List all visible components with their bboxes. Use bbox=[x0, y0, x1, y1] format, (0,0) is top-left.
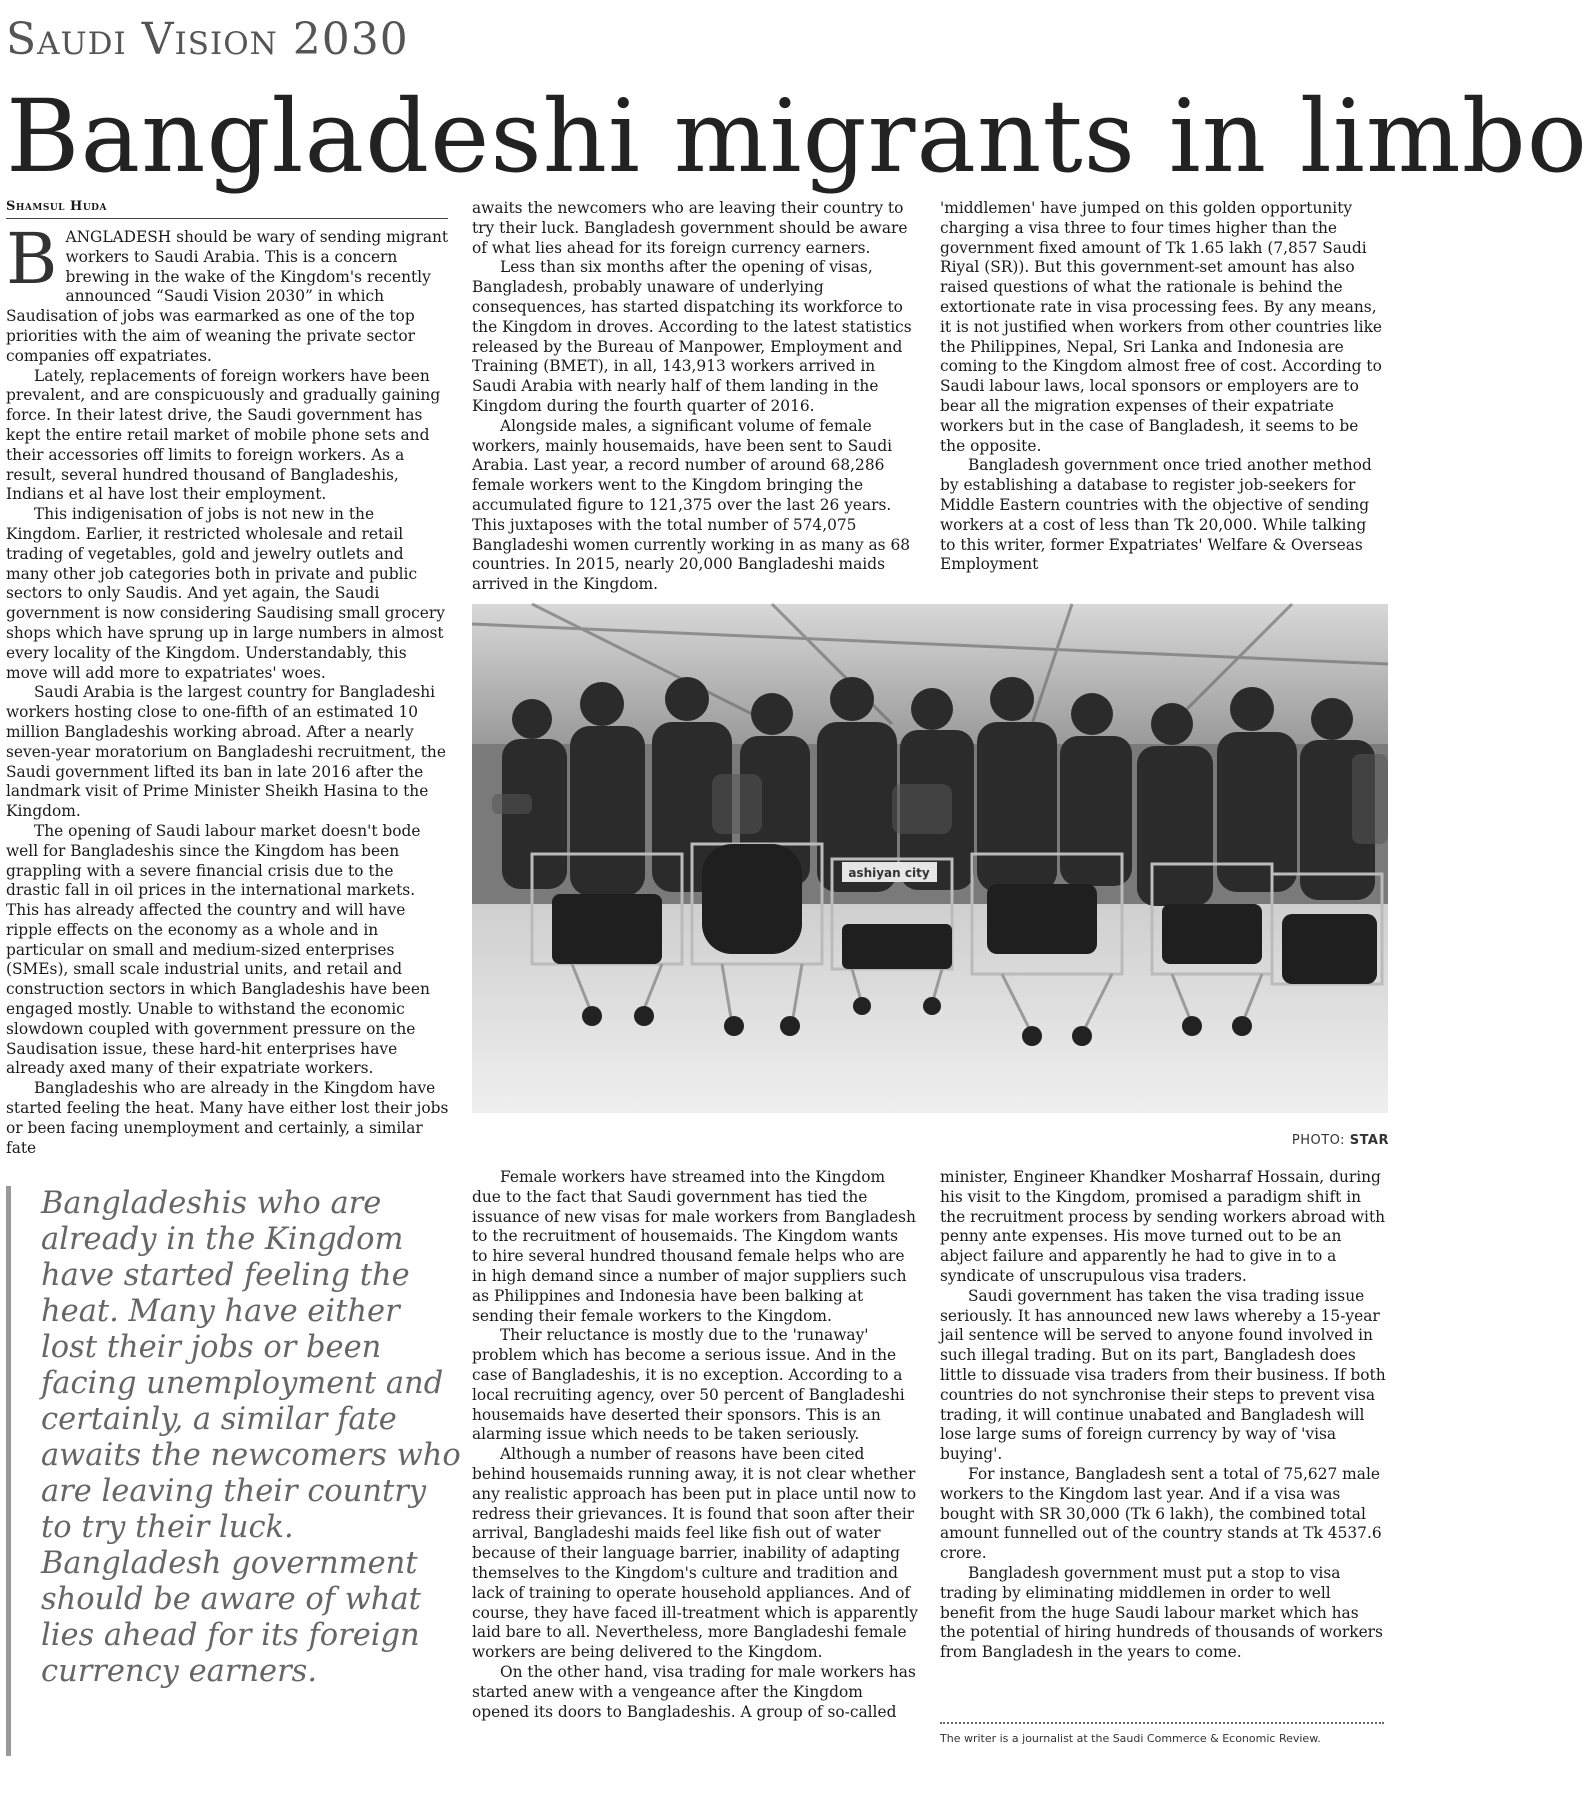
article-paragraph: Their reluctance is mostly due to the 'runaway' problem which has become a serious issue. And in the case of Bangladeshis, it is no exception. According to a local recruiting agency, over 50 percent of Bangladeshi housemaids have deserted their sponsors. This is an alarming issue which needs to be taken seriously. bbox=[472, 1326, 905, 1444]
photo-credit: PHOTO: STAR bbox=[1291, 1133, 1389, 1148]
article-paragraph: BANGLADESH should be wary of sending migrant workers to Saudi Arabia. This is a concern brewing in the wake of the Kingdom's recently announced “Saudi Vision 2030” in which Saudisation of jobs was earmarked as one of the top priorities with the aim of weaning the private sector companies off expatriates. bbox=[6, 218, 449, 365]
article-paragraph: Bangladesh government once tried another method by establishing a database to register job-seekers for Middle Eastern countries with the objective of sending workers at a cost of less than Tk 20,000. While talking to this writer, former Expatriates' Welfare & Overseas Employment bbox=[940, 456, 1372, 574]
trolley-sign-text: ashiyan city bbox=[848, 866, 930, 880]
article-paragraph: awaits the newcomers who are leaving their country to try their luck. Bangladesh government should be aware of what lies ahead for its foreign currency earners. bbox=[472, 199, 908, 257]
article-paragraph: Female workers have streamed into the Kingdom due to the fact that Saudi government has tied the issuance of new visas for male workers from Bangladesh to the recruitment of housemaids. The Kingdom wants to hire several hundred thousand female helps who are in high demand since a number of major suppliers such as Philippines and Indonesia have been balking at sending their female workers to the Kingdom. bbox=[472, 1168, 916, 1325]
article-paragraph: Less than six months after the opening of visas, Bangladesh, probably unaware of underlying consequences, has started dispatching its workforce to the Kingdom in droves. According to the latest statistics released by the Bureau of Manpower, Employment and Training (BMET), in all, 143,913 workers arrived in Saudi Arabia with nearly half of them landing in the Kingdom during the fourth quarter of 2016. bbox=[472, 258, 912, 415]
article-paragraph: Alongside males, a significant volume of female workers, mainly housemaids, have been sent to Saudi Arabia. Last year, a record number of around 68,286 female workers went to the Kingdom bringing the accumulated figure to 121,375 over the last 26 years. This juxtaposes with the total number of 574,075 Bangladeshi women currently working in as many as 68 countries. In 2015, nearly 20,000 Bangladeshi maids arrived in the Kingdom. bbox=[472, 416, 911, 594]
section-kicker: Saudi Vision 2030 bbox=[6, 14, 409, 65]
author-footnote: The writer is a journalist at the Saudi Commerce & Economic Review. bbox=[940, 1732, 1321, 1745]
article-paragraph: The opening of Saudi labour market doesn't bode well for Bangladeshis since the Kingdom has been grappling with a severe financial crisis due to the drastic fall in oil prices in the international markets. This has already affected the country and will have ripple effects on the economy as a whole and in particular on small and medium-sized enterprises (SMEs), small scale industrial units, and retail and construction sectors in which Bangladeshis have been engaged mostly. Unable to withstand the economic slowdown coupled with government pressure on the Saudisation issue, these hard-hit enterprises have already axed many of their expatriate workers. bbox=[6, 821, 430, 1078]
article-column-2-continued bbox=[472, 1168, 918, 1722]
article-paragraph: Saudi government has taken the visa trading issue seriously. It has announced new laws whereby a 15-year jail sentence will be served to anyone found involved in such illegal trading. But on its part, Bangladesh does little to dissuade visa traders from their business. If both countries do not synchronise their steps to prevent visa trading, it will continue unabated and Bangladesh will lose large sums of foreign currency by way of 'visa buying'. bbox=[940, 1286, 1386, 1464]
article-column-2 bbox=[472, 199, 918, 595]
article-paragraph: Although a number of reasons have been cited behind housemaids running away, it is not clear whether any realistic approach has been put in place until now to redress their grievances. It is found that soon after their arrival, Bangladeshi maids feel like fish out of water because of their language barrier, inability of adapting themselves to the Kingdom's culture and tradition and lack of training to operate household appliances. And of course, they have faced ill-treatment which is apparently laid bare to all. Nevertheless, more Bangladeshi female workers are being delivered to the Kingdom. bbox=[472, 1445, 918, 1662]
drop-cap: B bbox=[6, 218, 58, 300]
article-paragraph: On the other hand, visa trading for male workers has started anew with a vengeance after the Kingdom opened its doors to Bangladeshis. A group of so-called bbox=[472, 1662, 916, 1721]
article-column-3-continued bbox=[940, 1168, 1386, 1663]
article-paragraph: Bangladeshis who are already in the Kingdom have started feeling the heat. Many have either lost their jobs or been facing unemployment and certainly, a similar fate bbox=[6, 1079, 449, 1157]
article-column-3 bbox=[940, 199, 1386, 575]
footnote-divider bbox=[940, 1722, 1384, 1724]
migrant-workers-airport-photo bbox=[472, 604, 1388, 1113]
news-photo bbox=[472, 604, 1388, 1113]
article-paragraph: For instance, Bangladesh sent a total of 75,627 male workers to the Kingdom last year. And if a visa was bought with SR 30,000 (Tk 6 lakh), the combined total amount funnelled out of the country stands at Tk 4537.6 crore. bbox=[940, 1464, 1382, 1563]
article-paragraph: Saudi Arabia is the largest country for Bangladeshi workers hosting close to one-fifth of an estimated 10 million Bangladeshis working abroad. After a nearly seven-year moratorium on Bangladeshi recruitment, the Saudi government lifted its ban in late 2016 after the landmark visit of Prime Minister Sheikh Hasina to the Kingdom. bbox=[6, 683, 446, 821]
byline: Shamsul Huda bbox=[6, 198, 448, 219]
article-paragraph: minister, Engineer Khandker Mosharraf Hossain, during his visit to the Kingdom, promised a paradigm shift in the recruitment process by sending workers abroad with penny ante expenses. His move turned out to be an abject failure and apparently he had to give in to a syndicate of unscrupulous visa traders. bbox=[940, 1168, 1386, 1285]
article-paragraph: Lately, replacements of foreign workers have been prevalent, and are conspicuously and gradually gaining force. In their latest drive, the Saudi government has kept the entire retail market of mobile phone sets and their accessories off limits to foreign workers. As a result, several hundred thousand of Bangladeshis, Indians et al have lost their employment. bbox=[6, 366, 441, 504]
article-paragraph: 'middlemen' have jumped on this golden opportunity charging a visa three to four times higher than the government fixed amount of Tk 1.65 lakh (7,857 Saudi Riyal (SR)). But this government-set amount has also raised questions of what the rationale is behind the extortionate rate in visa processing fees. By any means, it is not justified when workers from other countries like the Philippines, Nepal, Sri Lanka and Indonesia are coming to the Kingdom almost free of cost. According to Saudi labour laws, local sponsors or employers are to bear all the migration expenses of their expatriate workers but in the case of Bangladesh, it seems to be the opposite. bbox=[940, 199, 1383, 455]
headline: Bangladeshi migrants in limbo bbox=[6, 78, 1588, 195]
article-paragraph: This indigenisation of jobs is not new in the Kingdom. Earlier, it restricted wholesale and retail trading of vegetables, gold and jewelry outlets and many other job categories both in private and public sectors to only Saudis. And yet again, the Saudi government is now considering Saudising small grocery shops which have sprung up in large numbers in almost every locality of the Kingdom. Understandably, this move will add more to expatriates' woes. bbox=[6, 505, 445, 682]
article-paragraph: Bangladesh government must put a stop to visa trading by eliminating middlemen in order to well benefit from the huge Saudi labour market which has the potential of hiring hundreds of thousands of workers from Bangladesh in the years to come. bbox=[940, 1563, 1383, 1662]
pull-quote: Bangladeshis who are already in the Kingdom have started feeling the heat. Many have either lost their jobs or been facing unemployment and certainly, a similar fate awaits the newcomers who are leaving their country to try their luck. Bangladesh government should be aware of what lies ahead for its foreign currency earners. bbox=[6, 1186, 461, 1756]
article-column-1 bbox=[6, 218, 450, 1158]
